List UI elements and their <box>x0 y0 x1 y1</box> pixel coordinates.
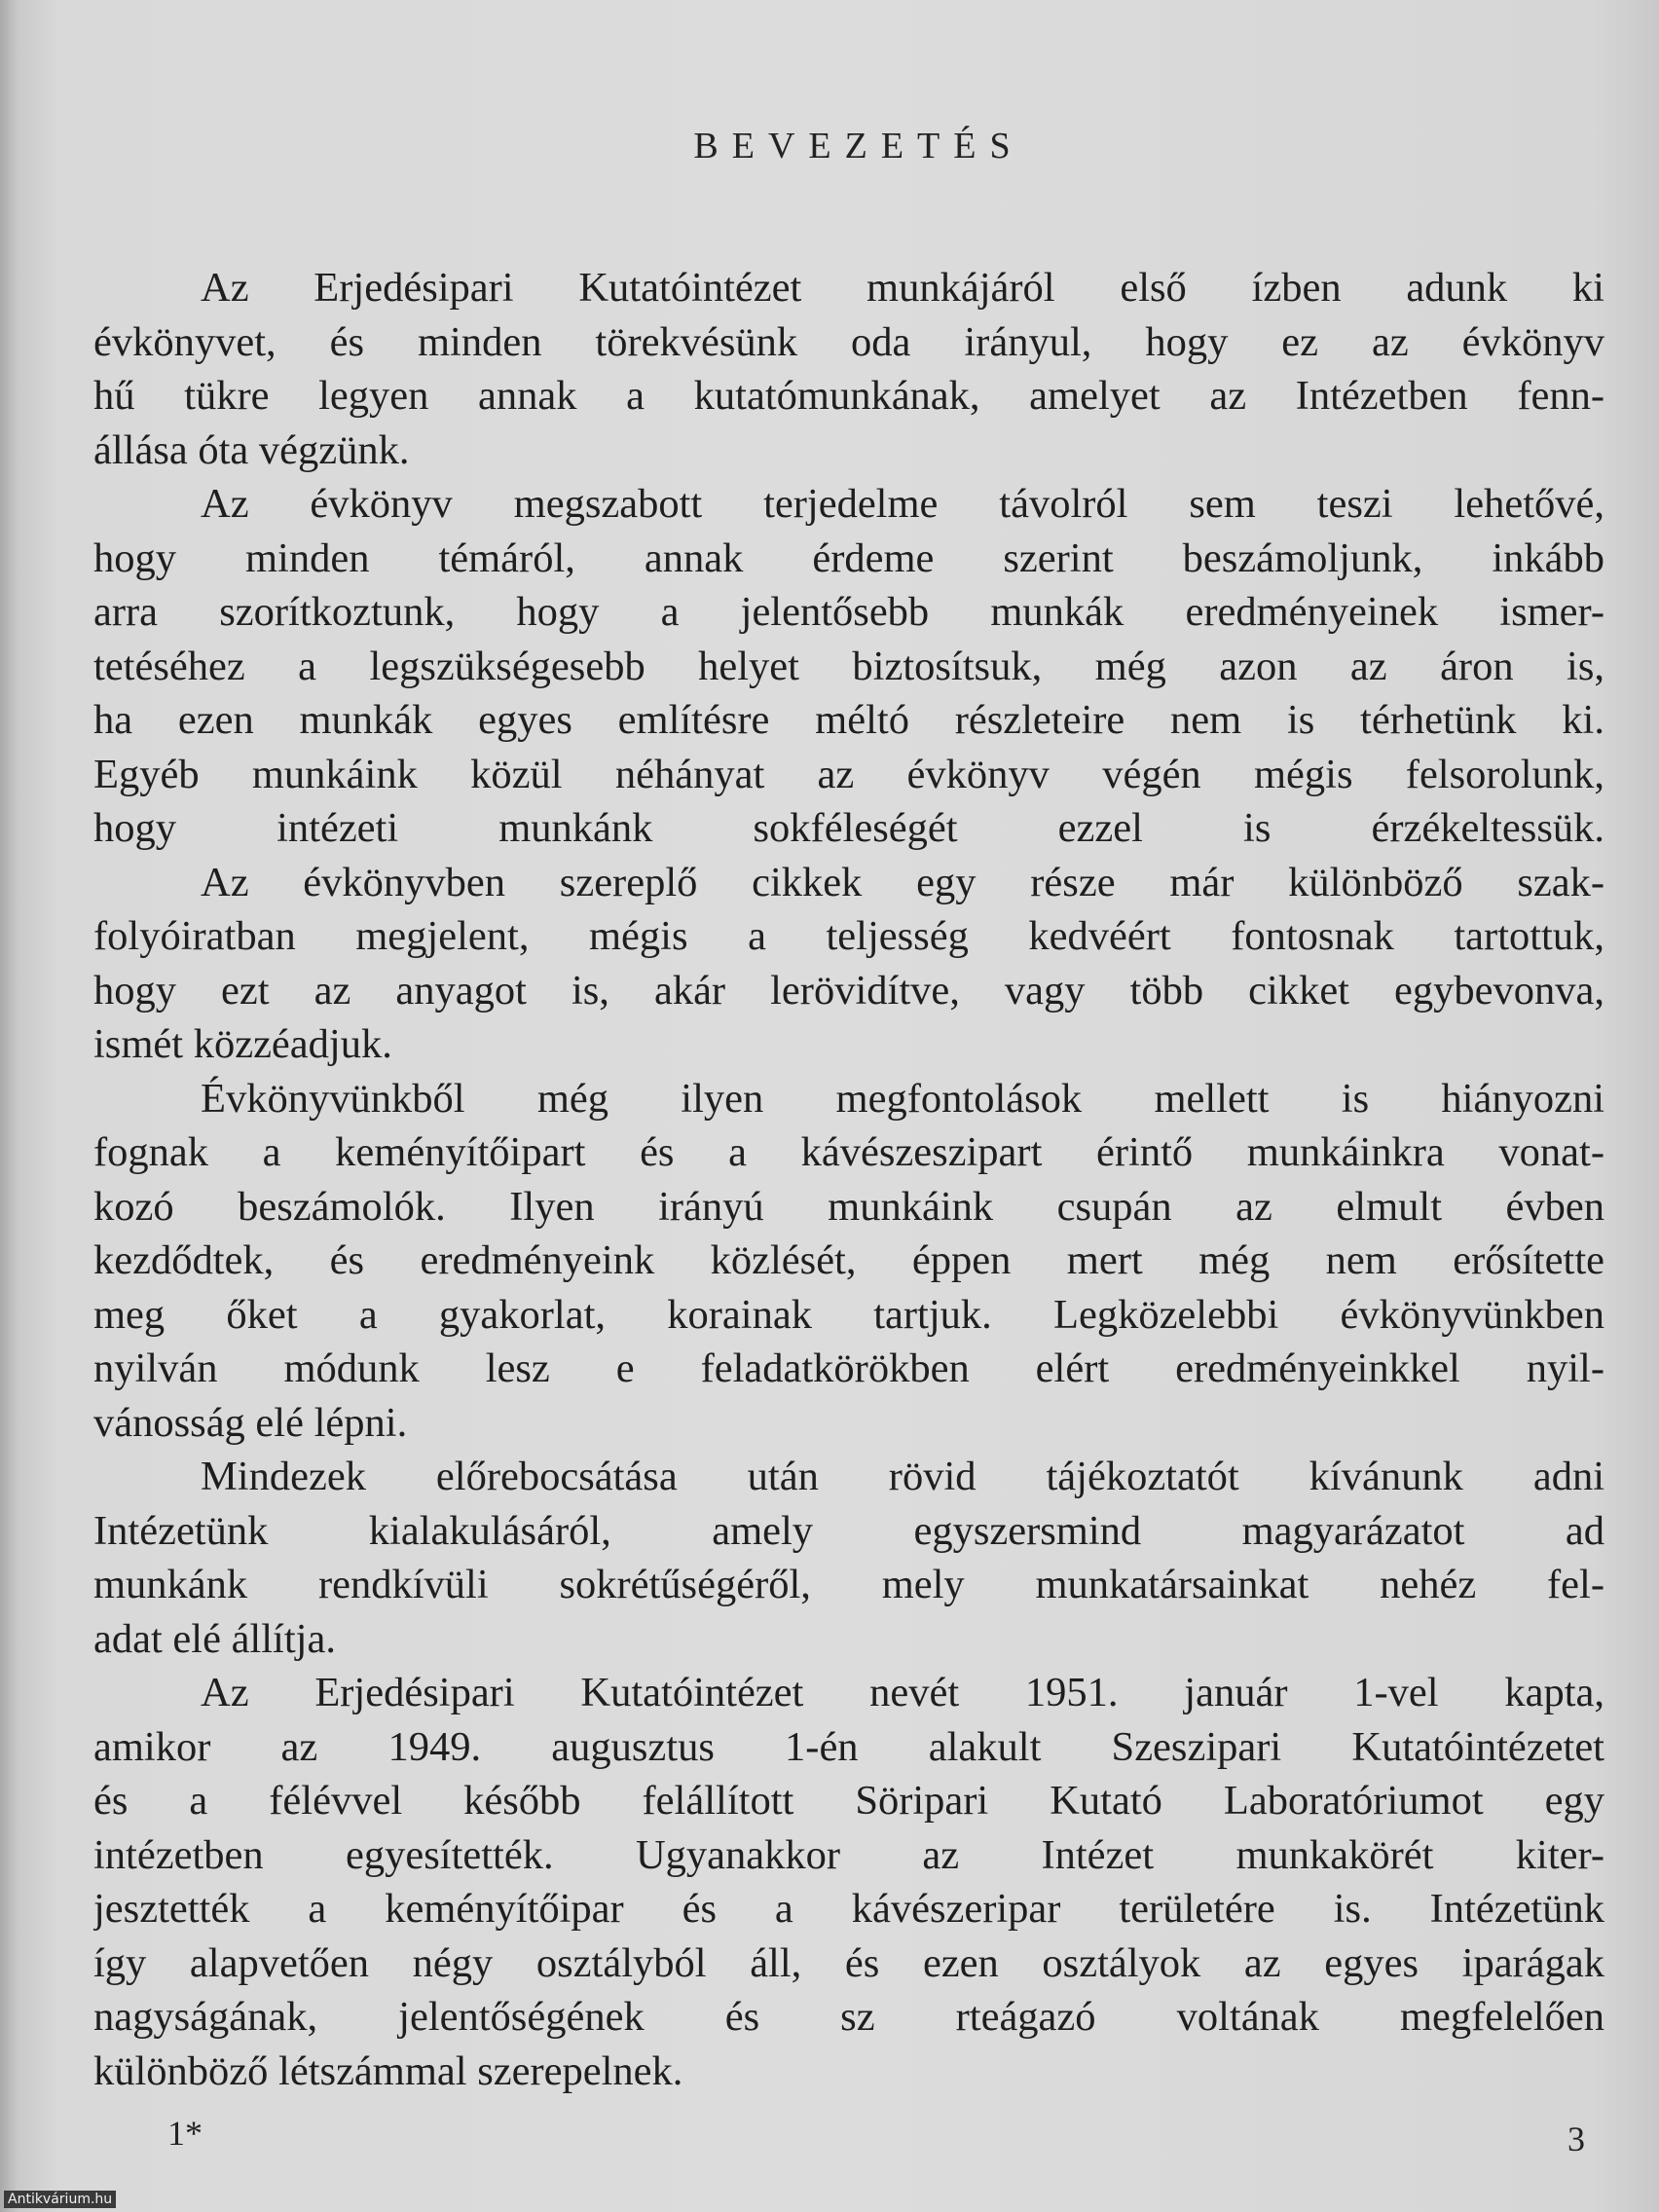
text-line: Mindezek előrebocsátása után rövid tájékoztatót kívánunk adni <box>201 1454 1604 1499</box>
text-line: vánosság elé lépni. <box>93 1399 408 1446</box>
text-line: meg őket a gyakorlat, korainak tartjuk. Legközelebbi évkönyvünkben <box>93 1291 1604 1338</box>
text-line: hű tükre legyen annak a kutatómunkának, amelyet az Intézetben fenn- <box>93 373 1604 419</box>
page-number: 3 <box>1567 2120 1585 2158</box>
text-line: ha ezen munkák egyes említésre méltó részleteire nem is térhetünk ki. <box>93 697 1604 743</box>
text-line: Egyéb munkáink közül néhányat az évkönyv végén mégis felsorolunk, <box>93 751 1604 797</box>
text-line: kezdődtek, és eredményeink közlését, éppen mert még nem erősítette <box>93 1237 1604 1283</box>
text-line: állása óta végzünk. <box>93 426 410 473</box>
text-line: kozó beszámolók. Ilyen irányú munkáink csupán az elmult évben <box>93 1183 1604 1230</box>
text-line: jesztették a keményítőipar és a kávészeripar területére is. Intézetünk <box>93 1886 1604 1932</box>
watermark: Antikvárium.hu <box>4 2191 116 2208</box>
body-text <box>93 261 1604 2098</box>
text-line: fognak a keményítőipart és a kávészeszipart érintő munkáinkra vonat- <box>93 1129 1604 1175</box>
text-line: Az évkönyvben szereplő cikkek egy része már különböző szak- <box>201 859 1604 905</box>
text-line: Az évkönyv megszabott terjedelme távolról sem teszi lehetővé, <box>201 481 1604 527</box>
text-line: Az Erjedésipari Kutatóintézet nevét 1951. január 1-vel kapta, <box>201 1670 1604 1715</box>
text-line: hogy intézeti munkánk sokféleségét ezzel is érzékeltessük. <box>93 805 1604 851</box>
text-line: így alapvetően négy osztályból áll, és ezen osztályok az egyes iparágak <box>93 1939 1604 1986</box>
text-line: folyóiratban megjelent, mégis a teljesség kedvéért fontosnak tartottuk, <box>93 913 1604 959</box>
text-line: Intézetünk kialakulásáról, amely egyszersmind magyarázatot ad <box>93 1507 1604 1554</box>
text-line: évkönyvet, és minden törekvésünk oda irányul, hogy ez az évkönyv <box>93 318 1604 365</box>
text-line: adat elé állítja. <box>93 1615 336 1662</box>
text-line: hogy minden témáról, annak érdeme szerint beszámoljunk, inkább <box>93 535 1604 581</box>
text-line: különböző létszámmal szerepelnek. <box>93 2047 683 2094</box>
text-line: intézetben egyesítették. Ugyanakkor az Intézet munkakörét kiter- <box>93 1831 1604 1878</box>
page-title: BEVEZETÉS <box>693 126 1024 166</box>
signature-mark: 1* <box>167 2114 203 2153</box>
text-line: munkánk rendkívüli sokrétűségéről, mely munkatársainkat nehéz fel- <box>93 1562 1604 1607</box>
text-line: nagyságának, jelentőségének és sz rteágazó voltának megfelelően <box>93 1994 1604 2040</box>
text-line: arra szorítkoztunk, hogy a jelentősebb munkák eredményeinek ismer- <box>93 589 1604 635</box>
text-line: tetéséhez a legszükségesebb helyet biztosítsuk, még azon az áron is, <box>93 643 1604 689</box>
text-line: Évkönyvünkből még ilyen megfontolások mellett is hiányozni <box>201 1075 1604 1122</box>
text-line: hogy ezt az anyagot is, akár lerövidítve, vagy több cikket egybevonva, <box>93 967 1604 1014</box>
text-line: amikor az 1949. augusztus 1-én alakult Szeszipari Kutatóintézetet <box>93 1723 1604 1770</box>
text-line: Az Erjedésipari Kutatóintézet munkájáról első ízben adunk ki <box>201 265 1604 311</box>
text-line: ismét közzéadjuk. <box>93 1021 392 1067</box>
text-line: nyilván módunk lesz e feladatkörökben elért eredményeinkkel nyil- <box>93 1346 1604 1391</box>
text-line: és a félévvel később felállított Söripari Kutató Laboratóriumot egy <box>93 1778 1604 1824</box>
